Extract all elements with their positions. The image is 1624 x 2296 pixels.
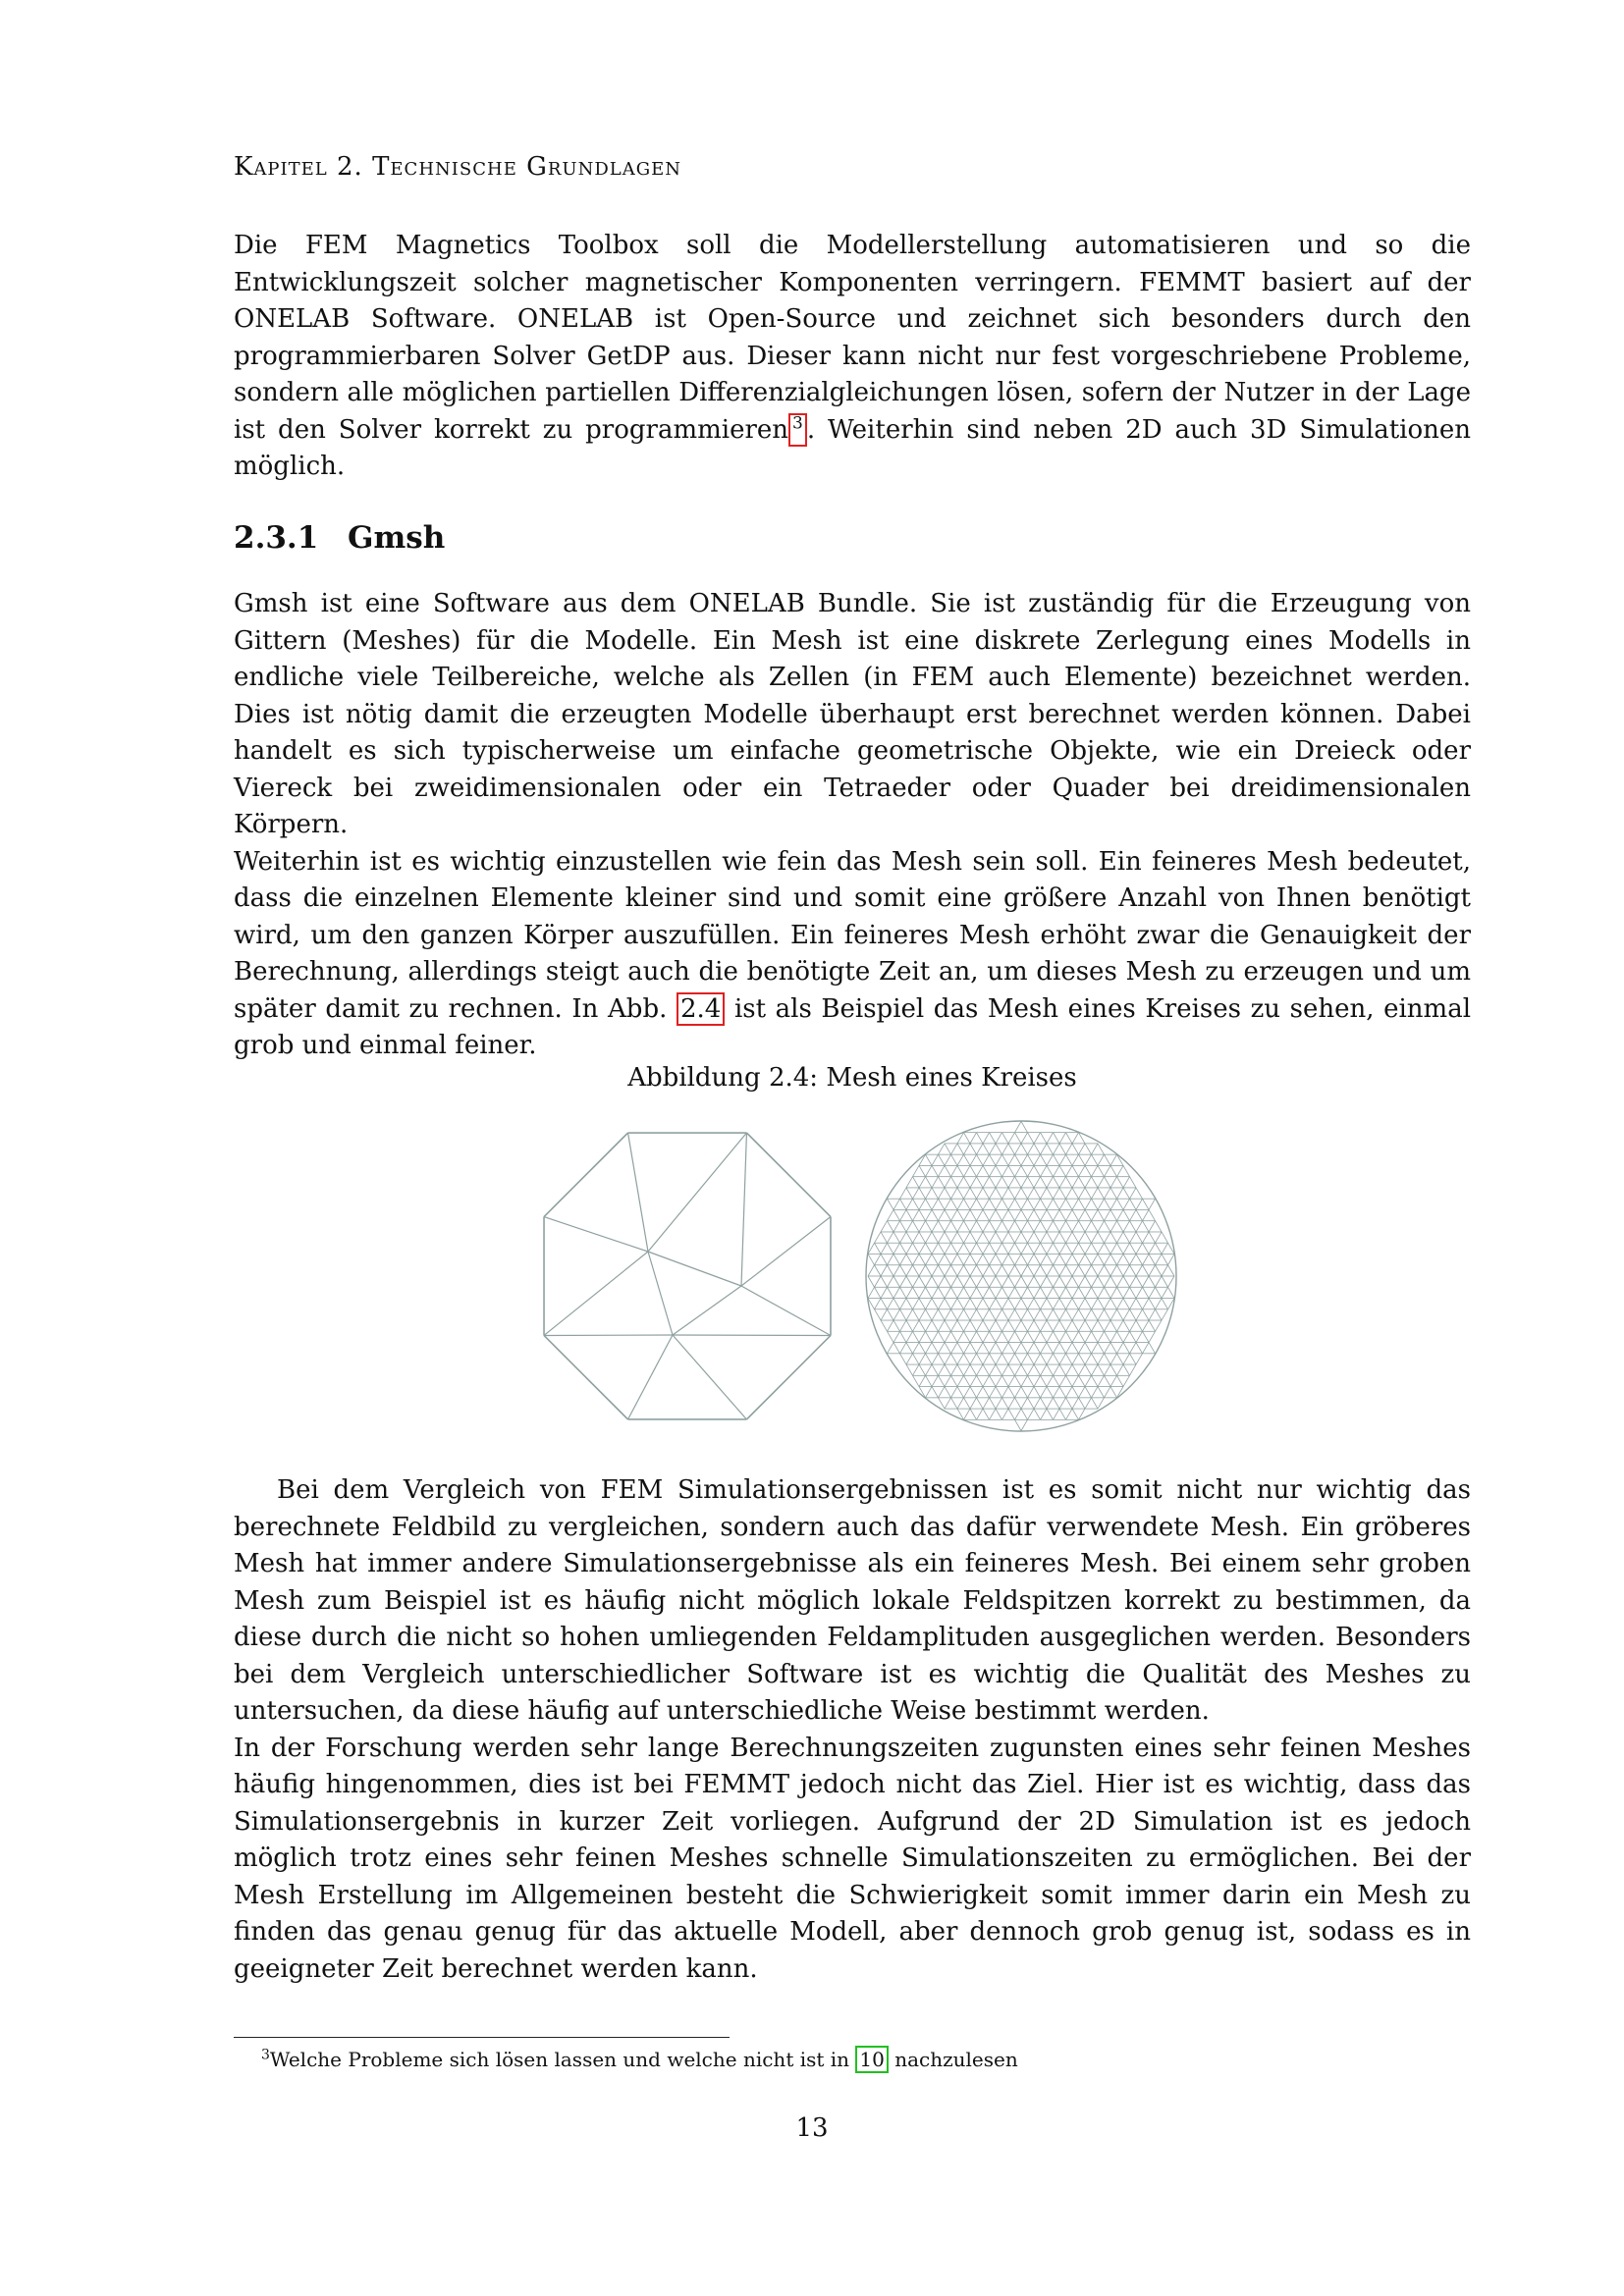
coarse-mesh-octagon: [544, 1133, 831, 1419]
paragraph-2-text-end: ist als Beispiel das Mesh eines Kreises zu sehen, einmal grob und einmal feiner.: [234, 993, 1472, 1060]
footnote: [261, 2045, 1018, 2074]
section-number: 2.3.1: [234, 520, 319, 556]
fine-mesh-circle: [866, 1121, 1176, 1431]
paragraph-3: Bei dem Vergleich von FEM Simulationsergebnissen ist es somit nicht nur wichtig das berechnete Feldbild zu vergleichen, sondern auch das dafür verwendete Mesh. Ein gröberes Mesh hat immer andere Simulationsergebnisse als ein feineres Mesh. Bei einem sehr groben Mesh zum Beispiel ist es häufig nicht möglich lokale Feldspitzen korrekt zu bestimmen, da diese durch die nicht so hohen umliegenden Feldamplituden ausgeglichen werden. Besonders bei dem Vergleich unterschiedlicher Software ist es wichtig die Qualität des Meshes zu untersuchen, da diese häufig auf unterschiedliche Weise bestimmt werden.: [234, 1475, 1471, 1726]
footnote-text: Welche Probleme sich lösen lassen und welche nicht ist in: [269, 2048, 850, 2071]
footnote-text-end: nachzulesen: [894, 2048, 1018, 2071]
intro-paragraph: [234, 228, 1471, 486]
mesh-figure: [520, 1119, 1178, 1433]
intro-text-end: . Weiterhin sind neben 2D auch 3D Simulationen möglich.: [234, 414, 1471, 481]
paragraph-2-text: Weiterhin ist es wichtig einzustellen wie fein das Mesh sein soll. Ein feineres Mesh bedeutet, dass die einzelnen Elemente kleiner sind und somit eine größere Anzahl von Ihnen benötigt wird, um den ganzen Körper auszufüllen. Ein feineres Mesh erhöht zwar die Genauigkeit der Berechnung, allerdings steigt auch die benötigte Zeit an, um dieses Mesh zu erzeugen und um später damit zu rechnen. In Abb.: [234, 846, 1471, 1024]
intro-text: Die FEM Magnetics Toolbox soll die Modellerstellung automatisieren und so die Entwicklungszeit solcher magnetischer Komponenten verringern. FEMMT basiert auf der ONELAB Software. ONELAB ist Open-Source und zeichnet sich besonders durch den programmierbaren Solver GetDP aus. Dieser kann nicht nur fest vorgeschriebene Probleme, sondern alle möglichen partiellen Differenzialgleichungen lösen, sofern der Nutzer in der Lage ist den Solver korrekt zu programmieren: [234, 231, 1471, 445]
citation-link[interactable]: 10: [855, 2046, 888, 2073]
footnote-link[interactable]: [788, 413, 807, 447]
figure-ref-link[interactable]: 2.4: [677, 992, 725, 1026]
figure-caption: Abbildung 2.4: Mesh eines Kreises: [627, 1063, 1077, 1093]
paragraph-2: [234, 844, 1471, 1065]
footnote-mark: 3: [792, 412, 803, 433]
comparison-body: [234, 1472, 1471, 1988]
paragraph-1: Gmsh ist eine Software aus dem ONELAB Bundle. Sie ist zuständig für die Erzeugung von Gittern (Meshes) für die Modelle. Ein Mesh ist eine diskrete Zerlegung eines Modells in endliche viele Teilbereiche, welche als Zellen (in FEM auch Elemente) bezeichnet werden. Dies ist nötig damit die erzeugten Modelle überhaupt erst berechnet werden können. Dabei handelt es sich typischerweise um einfache geometrische Objekte, wie ein Dreieck oder Viereck bei zweidimensionalen oder ein Tetraeder oder Quader bei dreidimensionalen Körpern.: [234, 589, 1471, 839]
footnote-rule: [234, 2037, 730, 2038]
running-header: Kapitel 2. Technische Grundlagen: [234, 152, 681, 182]
paragraph-4: In der Forschung werden sehr lange Berechnungszeiten zugunsten eines sehr feinen Meshes häufig hingenommen, dies ist bei FEMMT jedoch nicht das Ziel. Hier ist es wichtig, dass das Simulationsergebnis in kurzer Zeit vorliegen. Aufgrund der 2D Simulation ist es jedoch möglich trotz eines sehr feinen Meshes schnelle Simulationszeiten zu ermöglichen. Bei der Mesh Erstellung im Allgemeinen besteht die Schwierigkeit somit immer darin ein Mesh zu finden das genau genug für das aktuelle Modell, aber dennoch grob genug ist, sodass es in geeigneter Zeit berechnet werden kann.: [234, 1733, 1471, 1984]
section-heading: [234, 520, 445, 556]
section-title: Gmsh: [348, 520, 446, 556]
page-number: 13: [795, 2113, 829, 2143]
footnote-number: 3: [261, 2047, 270, 2063]
gmsh-body: [234, 586, 1471, 1065]
